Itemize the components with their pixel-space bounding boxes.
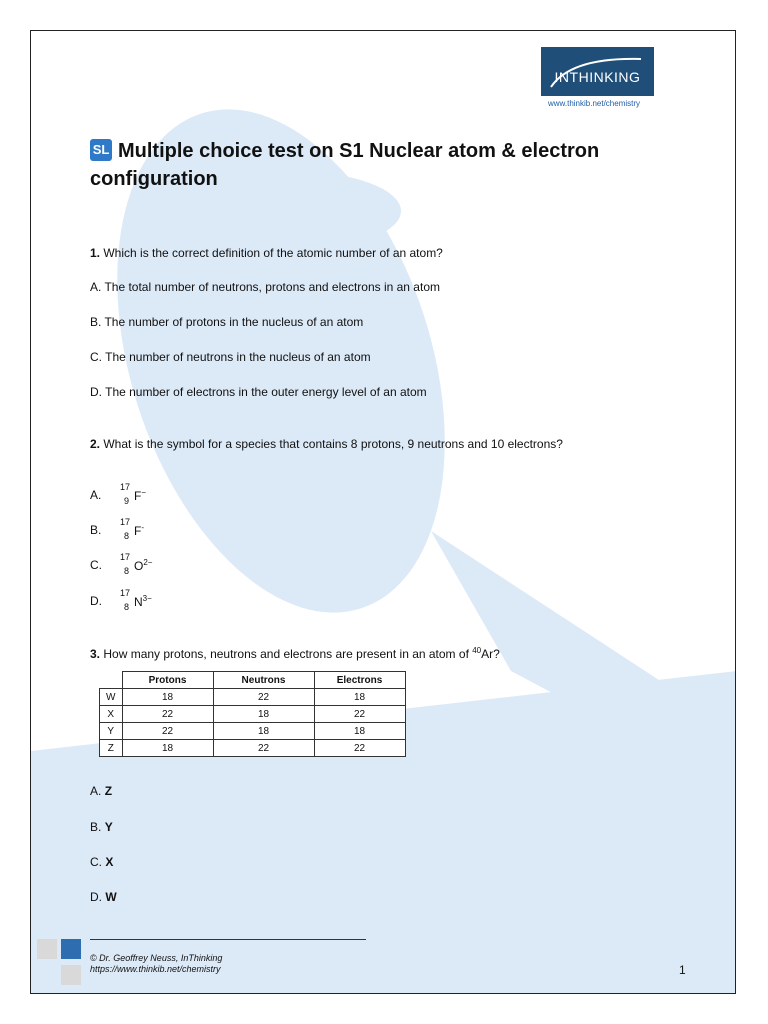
atomic-number: 8 (124, 531, 130, 541)
isotope-symbol (120, 516, 160, 546)
table-cell: 18 (314, 689, 405, 706)
table-cell: 18 (213, 706, 314, 723)
argon-mass-number: 40 (472, 646, 482, 655)
q1-option-b: B. The number of protons in the nucleus of an atom (90, 315, 364, 329)
table-row (100, 740, 406, 757)
row-label: Z (100, 740, 123, 757)
q3-option-d (90, 889, 117, 905)
table-cell: 22 (213, 740, 314, 757)
table-cell: 18 (314, 723, 405, 740)
element-symbol (134, 591, 152, 610)
question-3 (90, 643, 500, 662)
q3-option-d-answer: W (105, 890, 117, 904)
footer-divider (90, 939, 366, 940)
question-2-text: What is the symbol for a species that contains 8 protons, 9 neutrons and 10 electrons? (103, 437, 563, 451)
table-row (100, 689, 406, 706)
table-cell: 22 (122, 723, 213, 740)
question-1-number: 1. (90, 246, 101, 260)
row-label: Y (100, 723, 123, 740)
isotope-symbol (120, 551, 160, 581)
question-2-number: 2. (90, 437, 101, 451)
charge: 2− (143, 558, 153, 567)
q3-option-c-prefix: C. (90, 855, 102, 869)
q1-option-d: D. The number of electrons in the outer energy level of an atom (90, 385, 427, 399)
table-cell: 22 (213, 689, 314, 706)
q3-option-b-answer: Y (104, 820, 113, 834)
title-text: Multiple choice test on S1 Nuclear atom & electron configuration (90, 140, 600, 190)
element-symbol (134, 555, 152, 574)
atomic-number: 8 (124, 602, 130, 612)
element-symbol (134, 485, 146, 504)
sl-badge: SL (90, 139, 112, 161)
row-label: X (100, 706, 123, 723)
question-2 (90, 436, 563, 452)
footer-url: https://www.thinkib.net/chemistry (90, 964, 221, 974)
column-header: Neutrons (213, 672, 314, 689)
element-letter: O (134, 559, 144, 573)
page-frame (30, 30, 736, 994)
element-letter: F (134, 524, 142, 538)
inthinking-logo (541, 47, 654, 96)
charge: 3− (142, 594, 152, 603)
footer-author: © Dr. Geoffrey Neuss, InThinking (90, 953, 223, 963)
footer-square-blue (61, 939, 81, 959)
q3-option-a-prefix: A. (90, 784, 102, 798)
page-number: 1 (679, 963, 686, 977)
table-header-row (100, 672, 406, 689)
mass-number: 17 (120, 517, 131, 527)
q3-option-d-prefix: D. (90, 890, 102, 904)
q2-option-c (90, 551, 160, 581)
element-letter: F (134, 489, 142, 503)
charge: − (141, 488, 147, 497)
mass-number: 17 (120, 552, 131, 562)
q3-option-b (90, 819, 113, 835)
element-symbol (134, 520, 144, 539)
column-header: Electrons (314, 672, 405, 689)
particle-table (99, 671, 406, 757)
column-header: Protons (122, 672, 213, 689)
argon-symbol: Ar? (481, 647, 500, 661)
q1-option-a: A. The total number of neutrons, protons and electrons in an atom (90, 280, 440, 294)
q2-option-b-letter: B. (90, 523, 102, 538)
footer-square-grey (61, 965, 81, 985)
row-label: W (100, 689, 123, 706)
table-cell: 22 (314, 740, 405, 757)
q3-option-b-prefix: B. (90, 820, 102, 834)
table-cell: 22 (314, 706, 405, 723)
table-cell: 18 (213, 723, 314, 740)
q2-option-d (90, 587, 160, 617)
logo-text: INTHINKING (554, 69, 641, 85)
atomic-number: 8 (124, 566, 130, 576)
table-corner (100, 672, 123, 689)
q2-option-a-letter: A. (90, 488, 102, 503)
page-title (90, 137, 690, 193)
logo-url: www.thinkib.net/chemistry (547, 99, 641, 108)
atomic-number: 9 (124, 496, 130, 506)
q2-option-b (90, 516, 160, 546)
charge: - (141, 523, 145, 532)
q1-option-c: C. The number of neutrons in the nucleus of an atom (90, 350, 371, 364)
question-1-text: Which is the correct definition of the atomic number of an atom? (103, 246, 443, 260)
footer-square-grey (37, 939, 57, 959)
question-1 (90, 245, 443, 261)
q3-option-c-answer: X (105, 855, 114, 869)
table-cell: 18 (122, 740, 213, 757)
q2-option-c-letter: C. (90, 558, 102, 573)
table-cell: 18 (122, 689, 213, 706)
q3-option-c (90, 854, 113, 870)
q2-option-d-letter: D. (90, 594, 102, 609)
table-cell: 22 (122, 706, 213, 723)
q3-option-a (90, 783, 112, 799)
isotope-symbol (120, 587, 160, 617)
isotope-symbol (120, 481, 160, 511)
question-3-number: 3. (90, 647, 101, 661)
footer-credit (90, 953, 222, 975)
q2-option-a (90, 481, 160, 511)
mass-number: 17 (120, 482, 131, 492)
element-letter: N (134, 595, 143, 609)
table-row (100, 723, 406, 740)
q3-option-a-answer: Z (104, 784, 113, 798)
table-row (100, 706, 406, 723)
mass-number: 17 (120, 588, 131, 598)
question-3-text: How many protons, neutrons and electrons are present in an atom of (103, 647, 473, 661)
